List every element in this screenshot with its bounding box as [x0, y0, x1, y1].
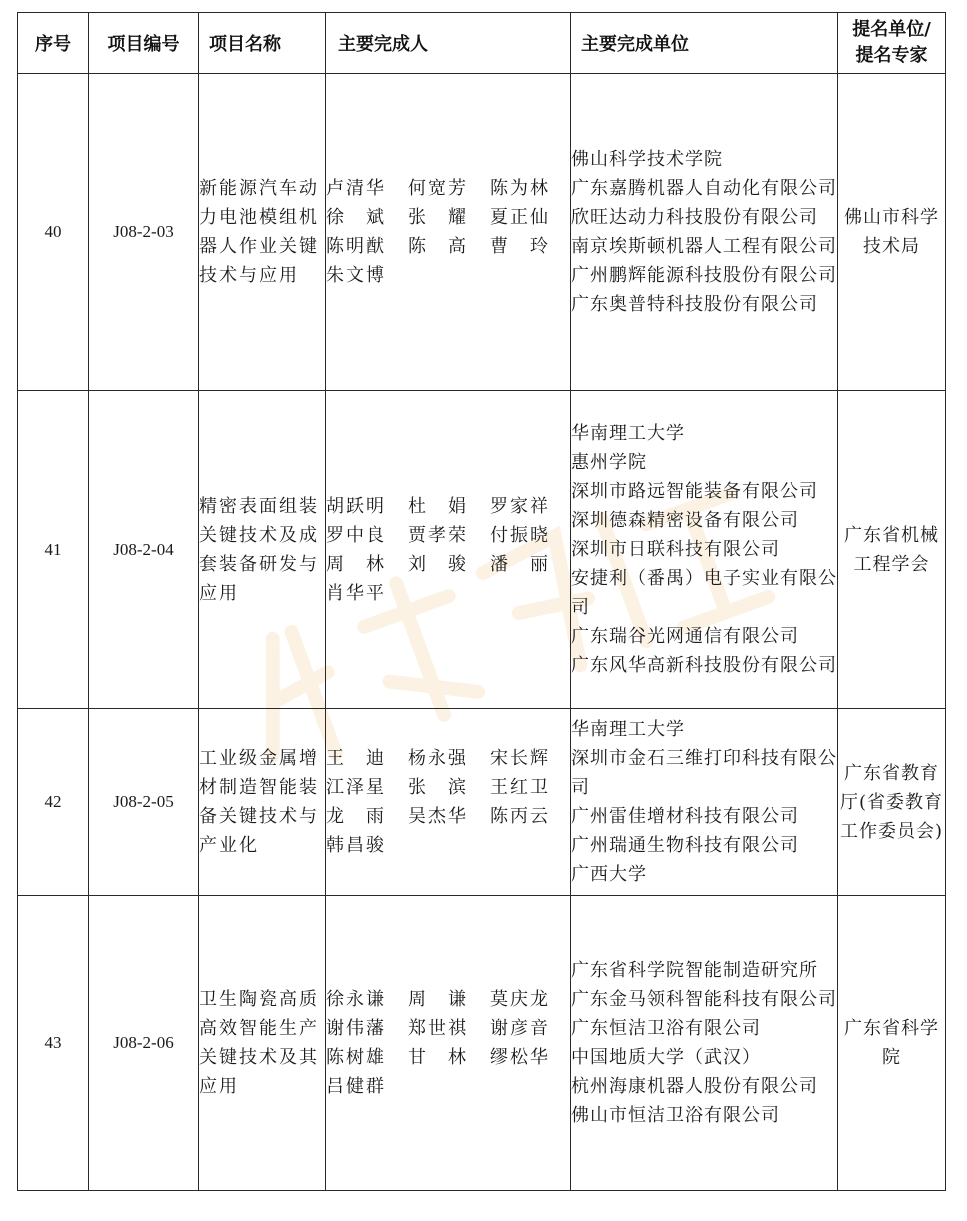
row-project-name: 新能源汽车动力电池模组机器人作业关键技术与应用 [199, 74, 326, 391]
unit-name: 中国地质大学（武汉） [571, 1047, 761, 1068]
header-units: 主要完成单位 [571, 13, 838, 74]
unit-name: 广州瑞通生物科技有限公司 [571, 835, 799, 856]
unit-name: 广州雷佳增材科技有限公司 [571, 806, 799, 827]
row-code: J08-2-04 [89, 391, 199, 709]
unit-name: 南京埃斯顿机器人工程有限公司 [571, 236, 837, 257]
person-name: 张 滨 [408, 777, 466, 798]
row-code: J08-2-05 [89, 709, 199, 896]
header-nominator-line1: 提名单位/ [852, 19, 931, 40]
person-name: 周 林 [326, 553, 384, 575]
row-project-name: 精密表面组装关键技术及成套装备研发与应用 [199, 391, 326, 709]
row-code: J08-2-03 [89, 74, 199, 391]
header-nominator [838, 13, 946, 74]
unit-name: 深圳市金石三维打印科技有限公司 [571, 748, 837, 798]
unit-name: 深圳德森精密设备有限公司 [571, 510, 799, 531]
person-name: 胡跃明 [326, 495, 384, 517]
row-units [571, 709, 838, 896]
person-name: 谢伟藩 [326, 1018, 384, 1039]
table-row [18, 74, 946, 391]
unit-name: 广东奥普特科技股份有限公司 [571, 294, 818, 315]
unit-name: 广西大学 [571, 864, 647, 885]
header-name: 项目名称 [199, 13, 326, 74]
row-project-name: 工业级金属增材制造智能装备关键技术与产业化 [199, 709, 326, 896]
row-people [326, 896, 571, 1191]
person-name: 陈为林 [490, 178, 548, 199]
unit-name: 广东嘉腾机器人自动化有限公司 [571, 178, 837, 199]
unit-name: 广东瑞谷光网通信有限公司 [571, 626, 799, 647]
header-row [18, 13, 946, 74]
unit-name: 华南理工大学 [571, 423, 685, 444]
person-name: 王红卫 [490, 777, 548, 798]
person-name: 肖华平 [326, 582, 384, 604]
person-name: 卢清华 [326, 178, 384, 199]
unit-name: 深圳市路远智能装备有限公司 [571, 481, 818, 502]
person-name: 徐 斌 [326, 207, 384, 228]
unit-name: 广东风华高新科技股份有限公司 [571, 655, 837, 676]
unit-name: 广东恒洁卫浴有限公司 [571, 1018, 761, 1039]
header-code: 项目编号 [89, 13, 199, 74]
row-nominator: 佛山市科学技术局 [838, 74, 946, 391]
header-people: 主要完成人 [326, 13, 571, 74]
row-nominator: 广东省教育厅(省委教育工作委员会) [838, 709, 946, 896]
person-name: 甘 林 [408, 1047, 466, 1068]
person-name: 陈树雄 [326, 1047, 384, 1068]
unit-name: 杭州海康机器人股份有限公司 [571, 1076, 818, 1097]
person-name: 罗中良 [326, 524, 384, 546]
person-name: 张 耀 [408, 207, 466, 228]
person-name: 杨永强 [408, 748, 466, 769]
person-name: 曹 玲 [490, 236, 548, 257]
person-name: 夏正仙 [490, 207, 548, 228]
row-units [571, 74, 838, 391]
row-nominator: 广东省机械工程学会 [838, 391, 946, 709]
person-name: 江泽星 [326, 777, 384, 798]
person-name: 周 谦 [408, 989, 466, 1010]
row-nominator: 广东省科学院 [838, 896, 946, 1191]
person-name: 吴杰华 [408, 806, 466, 827]
unit-name: 欣旺达动力科技股份有限公司 [571, 207, 818, 228]
unit-name: 华南理工大学 [571, 719, 685, 740]
row-project-name: 卫生陶瓷高质高效智能生产关键技术及其应用 [199, 896, 326, 1191]
unit-name: 惠州学院 [571, 452, 647, 473]
person-name: 韩昌骏 [326, 835, 384, 856]
unit-name: 佛山市恒洁卫浴有限公司 [571, 1105, 780, 1126]
row-people [326, 391, 571, 709]
header-seq: 序号 [18, 13, 89, 74]
person-name: 朱文博 [326, 265, 384, 286]
person-name: 徐永谦 [326, 989, 384, 1010]
unit-name: 深圳市日联科技有限公司 [571, 539, 780, 560]
unit-name: 安捷利（番禺）电子实业有限公司 [571, 568, 837, 618]
row-code: J08-2-06 [89, 896, 199, 1191]
row-seq: 41 [18, 391, 89, 709]
unit-name: 佛山科学技术学院 [571, 149, 723, 170]
row-people [326, 709, 571, 896]
unit-name: 广州鹏辉能源科技股份有限公司 [571, 265, 837, 286]
person-name: 龙 雨 [326, 806, 384, 827]
unit-name: 广东金马领科智能科技有限公司 [571, 989, 837, 1010]
person-name: 陈丙云 [490, 806, 548, 827]
person-name: 宋长辉 [490, 748, 548, 769]
person-name: 莫庆龙 [490, 989, 548, 1010]
unit-name: 广东省科学院智能制造研究所 [571, 960, 818, 981]
person-name: 潘 丽 [490, 553, 548, 575]
table-row [18, 709, 946, 896]
person-name: 郑世祺 [408, 1018, 466, 1039]
person-name: 陈 高 [408, 236, 466, 257]
person-name: 谢彦音 [490, 1018, 548, 1039]
row-people [326, 74, 571, 391]
person-name: 刘 骏 [408, 553, 466, 575]
header-nominator-line2: 提名专家 [855, 45, 928, 66]
row-units [571, 391, 838, 709]
award-project-table [17, 12, 946, 1191]
table-row [18, 896, 946, 1191]
person-name: 缪松华 [490, 1047, 548, 1068]
row-units [571, 896, 838, 1191]
row-seq: 43 [18, 896, 89, 1191]
person-name: 王 迪 [326, 748, 384, 769]
person-name: 吕健群 [326, 1076, 384, 1097]
person-name: 付振晓 [490, 524, 548, 546]
person-name: 贾孝荣 [408, 524, 466, 546]
table-row [18, 391, 946, 709]
person-name: 何宽芳 [408, 178, 466, 199]
row-seq: 42 [18, 709, 89, 896]
person-name: 陈明猷 [326, 236, 384, 257]
person-name: 杜 娟 [408, 495, 466, 517]
person-name: 罗家祥 [490, 495, 548, 517]
row-seq: 40 [18, 74, 89, 391]
